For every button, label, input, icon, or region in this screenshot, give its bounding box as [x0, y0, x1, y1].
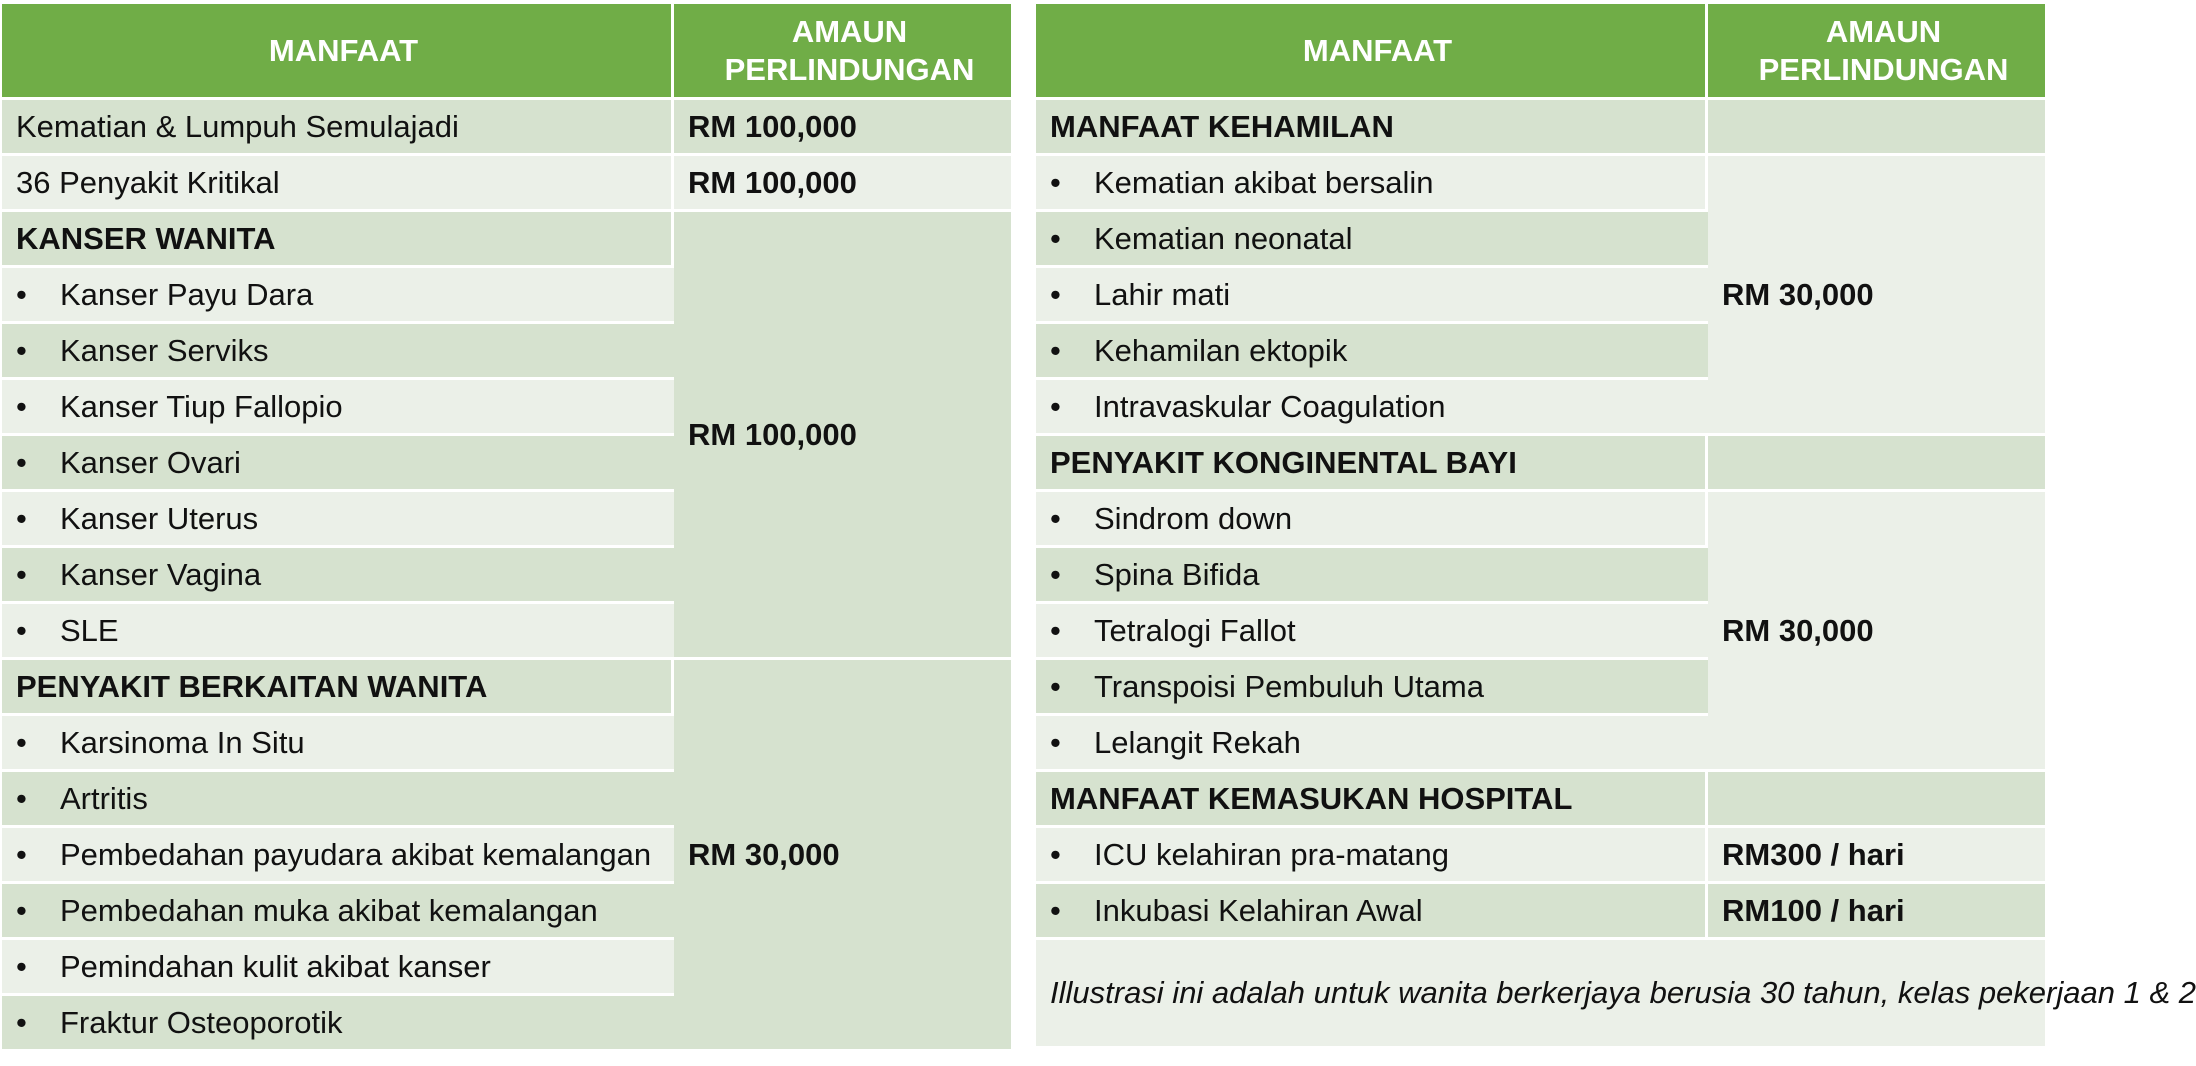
- bullet: •: [1050, 836, 1061, 872]
- bullet: •: [1050, 220, 1061, 256]
- header-benefit: MANFAAT: [1036, 4, 1708, 100]
- bullet: •: [16, 724, 27, 760]
- item-label: Kanser Ovari: [60, 444, 241, 480]
- section-amount-empty: [1708, 100, 2045, 156]
- item-label: Karsinoma In Situ: [60, 724, 305, 760]
- item-label: SLE: [60, 612, 119, 648]
- item-label: Artritis: [60, 780, 148, 816]
- bullet: •: [16, 892, 27, 928]
- bullet: •: [16, 780, 27, 816]
- item-label: Kematian neonatal: [1094, 220, 1353, 256]
- section-amount-empty: [1708, 436, 2045, 492]
- section-row: [1036, 436, 2045, 492]
- item-label: Lahir mati: [1094, 276, 1231, 312]
- list-item: [1036, 828, 2045, 884]
- benefits-table-left: [2, 4, 1011, 1052]
- bullet: •: [1050, 668, 1061, 704]
- section-row: [1036, 100, 2045, 156]
- item-label: Transpoisi Pembuluh Utama: [1094, 668, 1484, 704]
- item-label: Kanser Vagina: [60, 556, 262, 592]
- item-label: Pembedahan payudara akibat kemalangan: [60, 836, 652, 872]
- bullet: •: [16, 836, 27, 872]
- item-label: ICU kelahiran pra-matang: [1094, 836, 1449, 872]
- section-amount-empty: [1708, 772, 2045, 828]
- benefit-label: Kematian & Lumpuh Semulajadi: [2, 100, 674, 156]
- bullet: •: [1050, 388, 1061, 424]
- section-amount: RM 100,000: [674, 212, 1011, 660]
- item-label: Kematian akibat bersalin: [1094, 164, 1434, 200]
- section-amount: RM 30,000: [674, 660, 1011, 1052]
- list-item: [1036, 884, 2045, 940]
- bullet: •: [16, 948, 27, 984]
- list-item: [1036, 156, 2045, 212]
- section-title: PENYAKIT KONGINENTAL BAYI: [1036, 436, 1708, 492]
- bullet: •: [16, 332, 27, 368]
- benefit-amount: RM 100,000: [674, 100, 1011, 156]
- item-label: Spina Bifida: [1094, 556, 1260, 592]
- item-label: Tetralogi Fallot: [1094, 612, 1296, 648]
- section-title: MANFAAT KEMASUKAN HOSPITAL: [1036, 772, 1708, 828]
- bullet: •: [1050, 724, 1061, 760]
- item-label: Kanser Serviks: [60, 332, 269, 368]
- bullet: •: [16, 276, 27, 312]
- item-label: Pemindahan kulit akibat kanser: [60, 948, 491, 984]
- item-label: Kanser Payu Dara: [60, 276, 314, 312]
- table-row: [2, 100, 1011, 156]
- section-row: [2, 212, 1011, 268]
- item-label: Pembedahan muka akibat kemalangan: [60, 892, 598, 928]
- item-amount: RM100 / hari: [1708, 884, 2045, 940]
- table-row: [2, 156, 1011, 212]
- list-item: [1036, 492, 2045, 548]
- section-row: [2, 660, 1011, 716]
- item-label: Lelangit Rekah: [1094, 724, 1301, 760]
- bullet: •: [1050, 892, 1061, 928]
- item-label: Kehamilan ektopik: [1094, 332, 1348, 368]
- item-amount: RM300 / hari: [1708, 828, 2045, 884]
- bullet: •: [16, 556, 27, 592]
- bullet: •: [1050, 500, 1061, 536]
- item-label: Fraktur Osteoporotik: [60, 1004, 343, 1040]
- item-label: Kanser Uterus: [60, 500, 259, 536]
- section-row: [1036, 772, 2045, 828]
- bullet: •: [16, 500, 27, 536]
- bullet: •: [16, 444, 27, 480]
- item-label: Sindrom down: [1094, 500, 1293, 536]
- header-amount: AMAUN PERLINDUNGAN: [1708, 4, 2045, 100]
- section-amount: RM 30,000: [1708, 156, 2045, 436]
- bullet: •: [1050, 612, 1061, 648]
- item-label: Inkubasi Kelahiran Awal: [1094, 892, 1423, 928]
- header-benefit: MANFAAT: [2, 4, 674, 100]
- bullet: •: [16, 1004, 27, 1040]
- section-title: KANSER WANITA: [2, 212, 674, 268]
- benefits-table-right: [1036, 4, 2196, 1049]
- bullet: •: [16, 388, 27, 424]
- bullet: •: [16, 612, 27, 648]
- bullet: •: [1050, 276, 1061, 312]
- item-label: Intravaskular Coagulation: [1094, 388, 1446, 424]
- section-amount: RM 30,000: [1708, 492, 2045, 772]
- section-title: PENYAKIT BERKAITAN WANITA: [2, 660, 674, 716]
- bullet: •: [1050, 164, 1061, 200]
- section-title: MANFAAT KEHAMILAN: [1036, 100, 1708, 156]
- illustration-note: Illustrasi ini adalah untuk wanita berkerjaya berusia 30 tahun, kelas pekerjaan 1 & 2: [1036, 940, 2045, 1049]
- header-amount: AMAUN PERLINDUNGAN: [674, 4, 1011, 100]
- item-label: Kanser Tiup Fallopio: [60, 388, 343, 424]
- bullet: •: [1050, 332, 1061, 368]
- benefit-amount: RM 100,000: [674, 156, 1011, 212]
- bullet: •: [1050, 556, 1061, 592]
- benefit-label: 36 Penyakit Kritikal: [2, 156, 674, 212]
